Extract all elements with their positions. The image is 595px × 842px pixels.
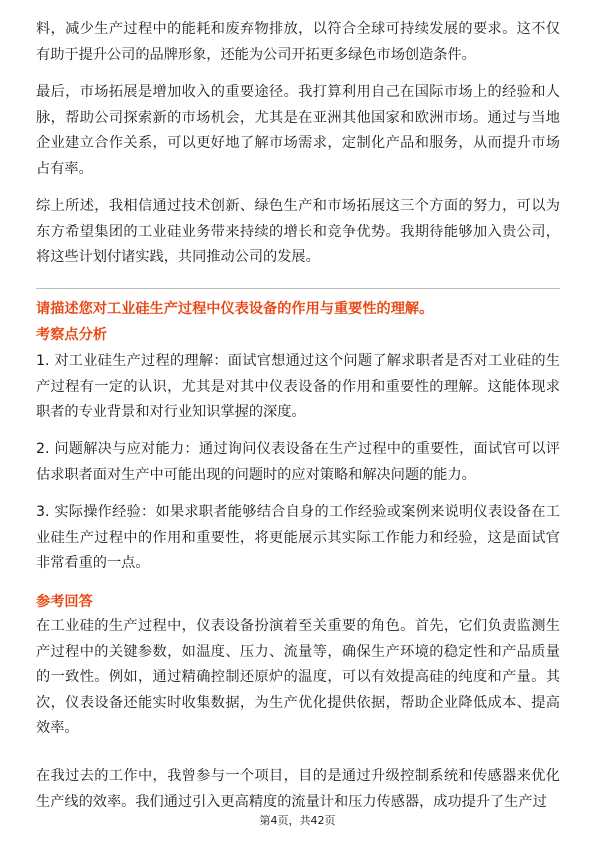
paragraph-market-expansion: 最后，市场拓展是增加收入的重要途径。我打算利用自己在国际市场上的经验和人脉，帮助公司探索新的市场机会，尤其是在亚洲其他国家和欧洲市场。通过与当地企业建立合作关系，可以更好地了解市场需求，定制化产品和服务，从而提升市场占有率。 — [36, 84, 560, 177]
answer-heading: 参考回答 — [36, 594, 93, 610]
answer-paragraph: 在工业硅的生产过程中，仪表设备扮演着至关重要的角色。首先，它们负责监测生产过程中的关键参数，如温度、压力、流量等，确保生产环境的稳定性和产品质量的一致性。例如，通过精确控制还原炉的温度，可以有效提高硅的纯度和产量。其次，仪表设备还能实时收集数据，为生产优化提供依据，帮助企业降低成本、提高效率。 — [36, 618, 560, 737]
section-divider — [36, 288, 560, 289]
question-title: 请描述您对工业硅生产过程中仪表设备的作用与重要性的理解。 — [36, 301, 434, 317]
paragraph-continuation: 料，减少生产过程中的能耗和废弃物排放，以符合全球可持续发展的要求。这不仅有助于提升公司的品牌形象，还能为公司开拓更多绿色市场创造条件。 — [36, 21, 560, 63]
answer-paragraph: 在我过去的工作中，我曾参与一个项目，目的是通过升级控制系统和传感器来优化生产线的效率。我们通过引入更高精度的流量计和压力传感器，成功提升了生产过 — [36, 768, 560, 810]
analysis-point: 1. 对工业硅生产过程的理解：面试官想通过这个问题了解求职者是否对工业硅的生产过程有一定的认识，尤其是对其中仪表设备的作用和重要性的理解。这能体现求职者的专业背景和对行业知识掌握的深度。 — [36, 353, 560, 421]
page-number: 第4页，共42页 — [259, 814, 336, 827]
analysis-point: 3. 实际操作经验：如果求职者能够结合自身的工作经验或案例来说明仪表设备在工业硅生产过程中的作用和重要性，将更能展示其实际工作能力和经验，这是面试官非常看重的一点。 — [36, 504, 560, 572]
analysis-point: 2. 问题解决与应对能力：通过询问仪表设备在生产过程中的重要性，面试官可以评估求职者面对生产中可能出现的问题时的应对策略和解决问题的能力。 — [36, 441, 560, 483]
analysis-heading: 考察点分析 — [36, 327, 107, 343]
paragraph-summary: 综上所述，我相信通过技术创新、绿色生产和市场拓展这三个方面的努力，可以为东方希望集团的工业硅业务带来持续的增长和竞争优势。我期待能够加入贵公司，将这些计划付诸实践，共同推动公司的发展。 — [36, 198, 560, 266]
